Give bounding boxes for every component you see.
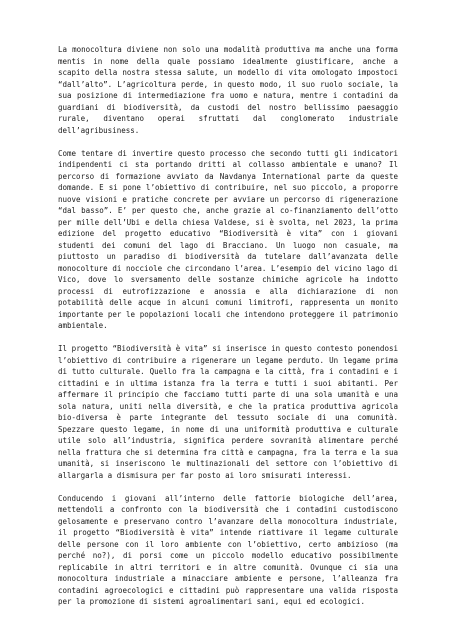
paragraph-3: Il progetto “Biodiversità è vita” si inserisce in questo contesto ponendosi l’obiettivo di contribuire a rigenerare un legame perduto. Un legame prima di tutto culturale. Quello fra la campagna e la città, fra i contadini e i cittadini e in ultima istanza fra la terra e tutti i suoi abitanti. Per affermare il principio che facciamo tutti parte di una sola umanità e una sola natura, uniti nella diversità, e che la pratica produttiva agricola bio-diversa è parte integrante del tessuto sociale di una comunità. Spezzare questo legame, in nome di una uniformità produttiva e culturale utile solo all’industria, significa perdere sovranità alimentare perché nella frattura che si determina fra città e campagna, fra la terra e la sua umanità, si inseriscono le multinazionali del settore con l’obiettivo di allargarla a dismisura per far posto ai loro smisurati interessi.: [58, 344, 398, 480]
paragraph-4: Conducendo i giovani all’interno delle fattorie biologiche dell’area, mettendoli a confronto con la biodiversità che i contadini custodiscono gelosamente e preservano contro l’avanzare della monocoltura industriale, il progetto “Biodiversità è vita” intende riattivare il legame culturale delle persone con il loro ambiente con l’obiettivo, certo ambizioso (ma perché no?), di porsi come un piccolo modello educativo possibilmente replicabile in altri territori e in altre comunità. Ovunque ci sia una monocoltura industriale a minacciare ambiente e persone, l’alleanza fra contadini agroecologici e cittadini può rappresentare una valida risposta per la promozione di sistemi agroalimentari sani, equi ed ecologici.: [58, 493, 398, 606]
document-body: [58, 44, 398, 608]
paragraph-2: Come tentare di invertire questo processo che secondo tutti gli indicatori indipendenti ci sta portando dritti al collasso ambientale e umano? Il percorso di formazione avviato da Navdanya International parte da queste domande. E si pone l’obiettivo di contribuire, nel suo piccolo, a proporre nuove visioni e pratiche concrete per avviare un percorso di rigenerazione “dal basso”. E’ per questo che, anche grazie al co-finanziamento dell’otto per mille dell’Ubi e della chiesa Valdese, si è svolta, nel 2023, la prima edizione del progetto educativo “Biodiversità è vita” con i giovani studenti dei comuni del lago di Bracciano. Un luogo non casuale, ma piuttosto un paradiso di biodiversità da tutelare dall’avanzata delle monocolture di nocciole che circondano l’area. L’esempio del vicino lago di Vico, dove lo sversamento delle sostanze chimiche agricole ha indotto processi di eutrofizzazione e anossia e alla dichiarazione di non potabilità delle acque in alcuni comuni limitrofi, rappresenta un monito importante per le popolazioni locali che intendono proteggere il patrimonio ambientale.: [58, 148, 398, 330]
paragraph-1: La monocoltura diviene non solo una modalità produttiva ma anche una forma mentis in nome della quale possiamo idealmente giustificare, anche a scapito della nostra stessa salute, un modello di vita omologato impostoci “dall’alto”. L’agricoltura perde, in questo modo, il suo ruolo sociale, la sua posizione di intermediazione fra uomo e natura, mentre i contadini da guardiani di biodiversità, da custodi del nostro bellissimo paesaggio rurale, diventano operai sfruttati dal conglomerato industriale dell’agribusiness.: [58, 45, 398, 135]
